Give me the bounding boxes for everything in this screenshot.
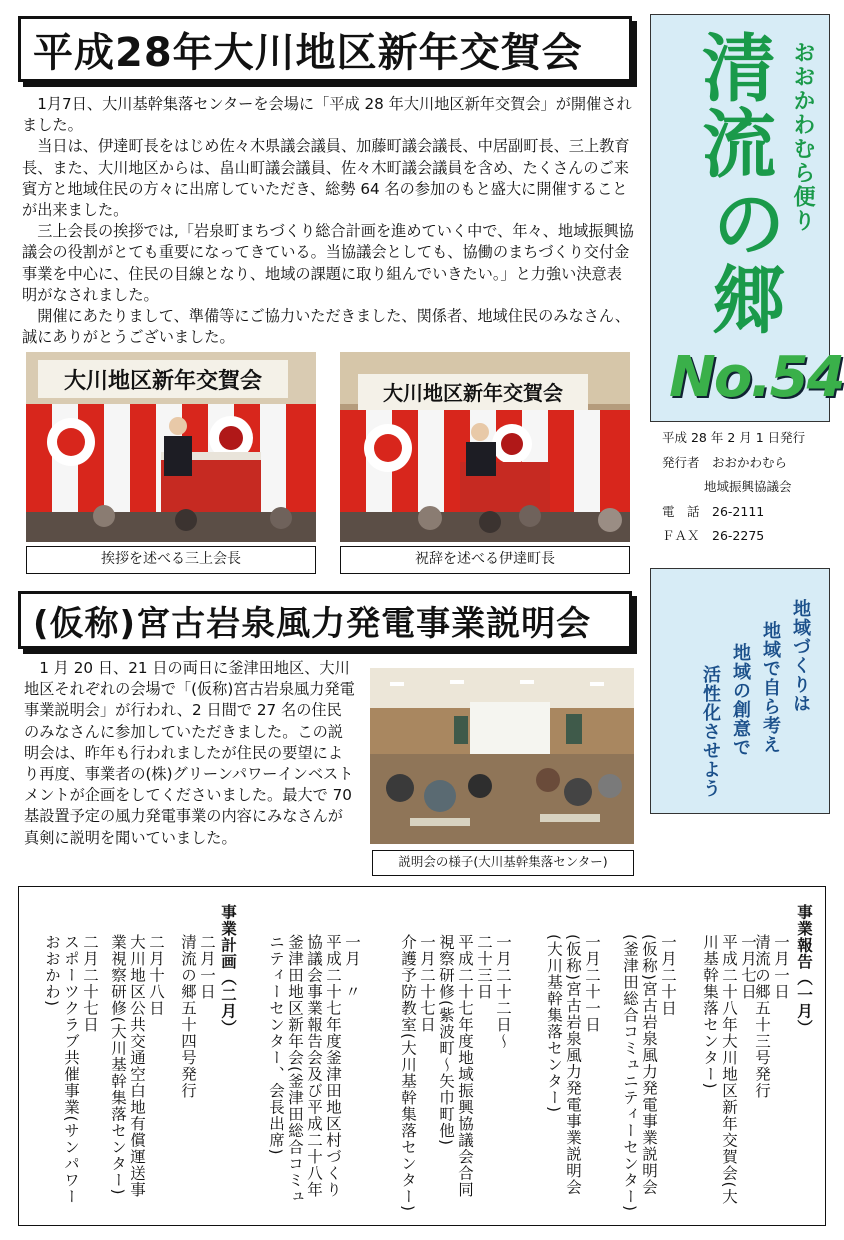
- report-date: 一月二十一日: [583, 934, 601, 1033]
- photo-illustration: [370, 668, 634, 844]
- plan-heading: 事業計画（二月）: [219, 904, 237, 1036]
- publisher-org: 地域振興協議会: [704, 479, 792, 494]
- report-heading: 事業報告（一月）: [795, 904, 813, 1036]
- photo-illustration: [26, 352, 316, 542]
- slogan-line: 地域で自ら考え: [760, 621, 781, 754]
- report-item: [398, 934, 436, 1214]
- slogan-line: 活性化させよう: [700, 665, 721, 798]
- report-item: [620, 934, 677, 1214]
- masthead-title-2: [677, 185, 787, 337]
- plan-text: 清流の郷五十四号発行: [179, 934, 197, 1099]
- report-text: 介護予防教室(大川基幹集落センター): [399, 934, 417, 1213]
- report-date: 一月一日: [772, 934, 790, 1000]
- report-item: [700, 934, 757, 1214]
- article1-paragraph: 当日は、伊達町長をはじめ佐々木県議会議員、加藤町議会議長、中居副町長、三上教育長、また、大川地区からは、畠山町議会議員、佐々木町議会議員を含め、たくさんのご来賓方と地域住民の方々に出席していただき、総勢 64 名の参加のもと盛大に開催することが出来ました。: [22, 137, 630, 220]
- report-item: [266, 934, 361, 1214]
- plan-item: [42, 934, 99, 1214]
- publisher: 発行者 おおかわむら: [662, 454, 788, 470]
- report-text: 平成二十八年大川地区新年交賀会(大川基幹集落センター): [701, 934, 738, 1206]
- masthead-subtitle: おおかわむら便り: [790, 41, 815, 233]
- report-text: (仮称)宮古岩泉風力発電事業説明会(釜津田総合コミュニティーセンター): [621, 934, 658, 1213]
- publish-date: 平成 28 年 2 月 1 日発行: [662, 430, 806, 445]
- report-date: 一月二十七日: [418, 934, 436, 1033]
- article1-paragraph: 開催にあたりまして、準備等にご協力いただきました、関係者、地域住民のみなさん、誠にありがとうございました。: [22, 307, 631, 347]
- masthead-title-line1: 清流: [690, 29, 776, 181]
- report-item: [752, 934, 790, 1214]
- masthead: [650, 14, 844, 422]
- slogan-line: 地域の創意で: [730, 643, 751, 757]
- photo-illustration: [340, 352, 630, 542]
- plan-date: 二月十八日: [147, 934, 165, 1017]
- phone-number: 電 話 26-2111: [662, 503, 765, 519]
- photo3-caption: 説明会の様子(大川基幹集落センター): [372, 850, 634, 876]
- issue-number: No.54: [669, 345, 844, 410]
- plan-item: [108, 934, 165, 1214]
- article2-body: [24, 658, 356, 849]
- plan-item: [178, 934, 216, 1214]
- report-date: 一月 〃: [343, 934, 361, 1000]
- plan-text: 大川地区公共交通空白地有償運送事業視察研修(大川基幹集落センター): [109, 934, 146, 1198]
- photo1-caption: 挨拶を述べる三上会長: [26, 546, 316, 574]
- publication-info: [662, 426, 832, 549]
- report-item: [544, 934, 601, 1214]
- slogan-line: 地域づくりは: [790, 599, 811, 713]
- photo2-banner-text: 大川地区新年交賀会: [383, 381, 563, 405]
- report-item: [436, 934, 512, 1214]
- masthead-title-line2: の郷: [700, 185, 786, 337]
- report-date: 一月七日: [739, 934, 757, 1000]
- photo1-banner-text: 大川地区新年交賀会: [63, 369, 263, 394]
- masthead-title: [667, 29, 777, 181]
- report-text: 清流の郷五十三号発行: [753, 934, 771, 1099]
- report-text: 平成二十七年度地域振興協議会合同視察研修(紫波町～矢巾町他): [437, 934, 474, 1198]
- article1-paragraph: 1月7日、大川基幹集落センターを会場に「平成 28 年大川地区新年交賀会」が開催されました。: [22, 95, 632, 135]
- report-date: 一月二十二日～二十三日: [475, 934, 512, 1050]
- article1-body: [22, 94, 636, 348]
- article2-paragraph: 1 月 20 日、21 日の両日に釜津田地区、大川地区それぞれの会場で「(仮称)宮古岩泉風力発電事業説明会」が行われ、2 日間で 27 名の住民のみなさんに参加していただきました。この説明会は、昨年も行われましたが住民の要望により再度、事業者の(株)グリーンパワーインベストメントが企画をしてくださいました。最大で 70 基設置予定の風力発電事業の内容にみなさんが真剣に説明を聞いていました。: [24, 659, 355, 847]
- report-text: 平成二十七年度釜津田地区村づくり協議会事業報告会及び平成二十八年釜津田地区新年会(釜津田総合コミュニティーセンター、会長出席): [267, 934, 342, 1206]
- photo2-caption: 祝辞を述べる伊達町長: [340, 546, 630, 574]
- plan-date: 二月二十七日: [81, 934, 99, 1033]
- fax-number: ＦＡＸ 26-2275: [662, 528, 765, 543]
- photo-mikami-speech: [26, 352, 316, 542]
- article2-title: (仮称)宮古岩泉風力発電事業説明会: [18, 591, 632, 649]
- article1-paragraph: 三上会長の挨拶では,「岩泉町まちづくり総合計画を進めていく中で、年々、地域振興協議会の役割がとても重要になってきている。当協議会としても、協働のまちづくり交付金事業を中心に、住民の目線となり、地域の課題に取り組んでいきたい。」と力強い決意表明がなされました。: [22, 222, 634, 304]
- photo-date-speech: [340, 352, 630, 542]
- photo-briefing-session: [370, 668, 634, 844]
- plan-date: 二月一日: [198, 934, 216, 1000]
- report-date: 一月二十日: [659, 934, 677, 1017]
- slogan: [650, 568, 830, 814]
- report-text: (仮称)宮古岩泉風力発電事業説明会(大川基幹集落センター): [545, 934, 582, 1196]
- plan-text: スポーツクラブ共催事業(サンパワーおおかわ): [43, 934, 80, 1206]
- article1-title: 平成28年大川地区新年交賀会: [18, 16, 632, 82]
